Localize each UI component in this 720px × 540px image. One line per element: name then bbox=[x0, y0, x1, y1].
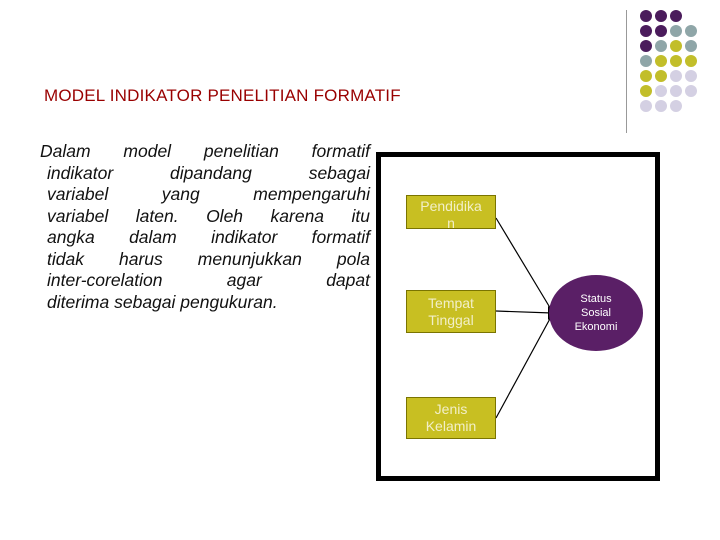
paragraph-line: indikator dipandang sebagai bbox=[47, 162, 370, 183]
indicator-label: Tinggal bbox=[428, 312, 474, 328]
construct-label: Status bbox=[580, 293, 612, 305]
construct-label: Ekonomi bbox=[574, 321, 618, 333]
paragraph-line: diterima sebagai pengukuran. bbox=[47, 291, 278, 312]
paragraph-line: variabel laten. Oleh karena itu bbox=[47, 205, 370, 226]
indicator-box-pendidikan bbox=[406, 195, 496, 229]
arrow-pendidikan bbox=[496, 218, 552, 311]
indicator-label: n bbox=[447, 215, 455, 229]
paragraph-line: Dalam model penelitian formatif bbox=[40, 141, 370, 161]
paragraph-line: variabel yang mempengaruhi bbox=[47, 184, 370, 204]
indicator-label: Jenis bbox=[434, 401, 468, 417]
paragraph-line: angka dalam indikator formatif bbox=[47, 227, 370, 247]
construct-label: Sosial bbox=[581, 307, 611, 319]
slide-title: MODEL INDIKATOR PENELITIAN FORMATIF bbox=[44, 86, 401, 105]
paragraph-line: tidak harus menunjukkan pola bbox=[47, 248, 370, 269]
indicator-box-jenis-kelamin bbox=[406, 397, 496, 439]
construct-status-sosial-ekonomi bbox=[549, 275, 643, 351]
arrow-jenis-kelamin bbox=[496, 315, 552, 418]
arrow-tempat-tinggal bbox=[496, 311, 552, 313]
indicator-label: Kelamin bbox=[425, 418, 477, 434]
indicator-label: Pendidika bbox=[420, 198, 482, 214]
indicator-box-tempat-tinggal bbox=[406, 290, 496, 333]
indicator-label: Tempat bbox=[428, 295, 474, 311]
paragraph-line: inter-corelation agar dapat bbox=[47, 270, 370, 290]
